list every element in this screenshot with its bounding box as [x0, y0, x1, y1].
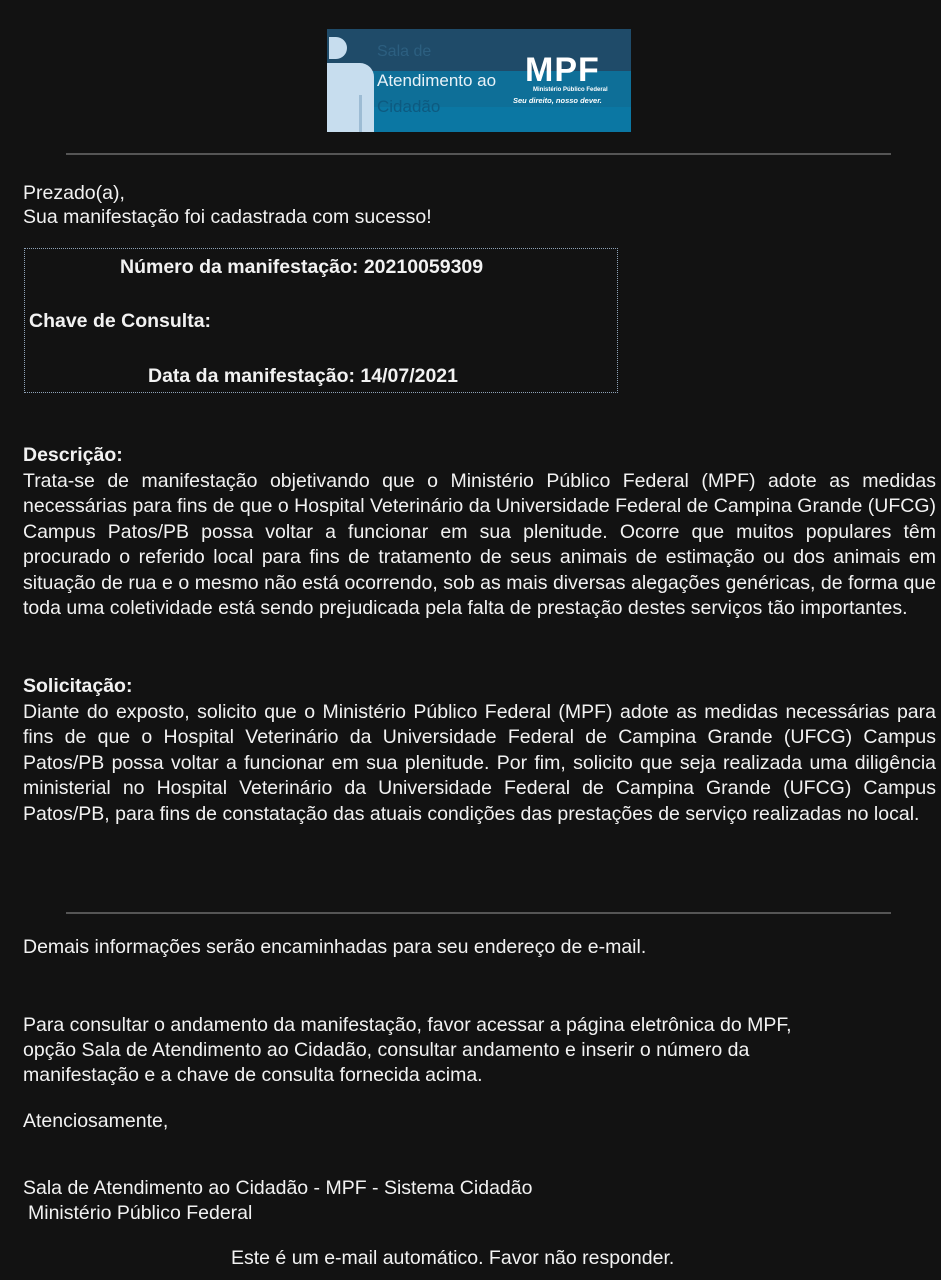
person-icon — [359, 95, 362, 132]
closing: Atenciosamente, — [23, 1110, 169, 1132]
email-info: Demais informações serão encaminhadas para seu endereço de e-mail. — [23, 936, 647, 958]
signature-line-2: Ministério Público Federal — [28, 1202, 253, 1224]
description-heading: Descrição: — [23, 444, 123, 466]
success-message: Sua manifestação foi cadastrada com sucesso! — [23, 206, 432, 228]
auto-email-footer: Este é um e-mail automático. Favor não responder. — [231, 1247, 675, 1269]
manifestation-number: Número da manifestação: 20210059309 — [120, 256, 484, 278]
request-body: Diante do exposto, solicito que o Ministério Público Federal (MPF) adote as medidas necessárias para fins de que o Hospital Veterinário da Universidade Federal de Campina Grande (UFCG) Campus Patos/PB possa voltar a funcionar em sua plenitude. Por fim, solicito que seja realizada uma diligência ministerial no Hospital Veterinário da Universidade Federal de Campina Grande (UFCG) Campus Patos/PB, para fins de constatação das atuais condições das prestações de serviço realizadas no local. — [23, 700, 936, 825]
mpf-brand-subtitle: Ministério Público Federal — [533, 87, 608, 93]
divider — [66, 153, 891, 155]
description-section — [23, 443, 936, 622]
logo-text-line2: Atendimento ao — [377, 71, 497, 90]
logo-text-line1: Sala de — [377, 43, 432, 60]
consult-line-1: Para consultar o andamento da manifestação, favor acessar a página eletrônica do MPF, — [23, 1014, 792, 1036]
mpf-logo-banner — [327, 29, 631, 132]
divider — [66, 912, 891, 914]
manifestation-date: Data da manifestação: 14/07/2021 — [148, 365, 459, 387]
greeting: Prezado(a), — [23, 182, 125, 204]
mpf-slogan: Seu direito, nosso dever. — [513, 96, 602, 105]
manifestation-details-box — [24, 248, 618, 393]
logo-text-line3: Cidadão — [377, 97, 441, 116]
consult-line-2: opção Sala de Atendimento ao Cidadão, consultar andamento e inserir o número da — [23, 1039, 750, 1061]
consult-line-3: manifestação e a chave de consulta fornecida acima. — [23, 1064, 483, 1086]
consultation-key-label: Chave de Consulta: — [29, 310, 212, 332]
request-section — [23, 674, 936, 827]
mpf-brand: MPF — [525, 51, 600, 89]
request-heading: Solicitação: — [23, 675, 133, 697]
description-body: Trata-se de manifestação objetivando que o Ministério Público Federal (MPF) adote as medidas necessárias para fins de que o Hospital Veterinário da Universidade Federal de Campina Grande (UFCG) Campus Patos/PB possa voltar a funcionar em sua plenitude. Ocorre que muitos populares têm procurado o referido local para fins de tratamento de seus animais de estimação ou dos animais em situação de rua e o mesmo não está ocorrendo, sob as mais diversas alegações genéricas, de forma que toda uma coletividade está sendo prejudicada pela falta de prestação destes serviços tão importantes. — [23, 469, 936, 619]
signature-line-1: Sala de Atendimento ao Cidadão - MPF - Sistema Cidadão — [23, 1177, 533, 1199]
person-icon — [327, 63, 374, 132]
